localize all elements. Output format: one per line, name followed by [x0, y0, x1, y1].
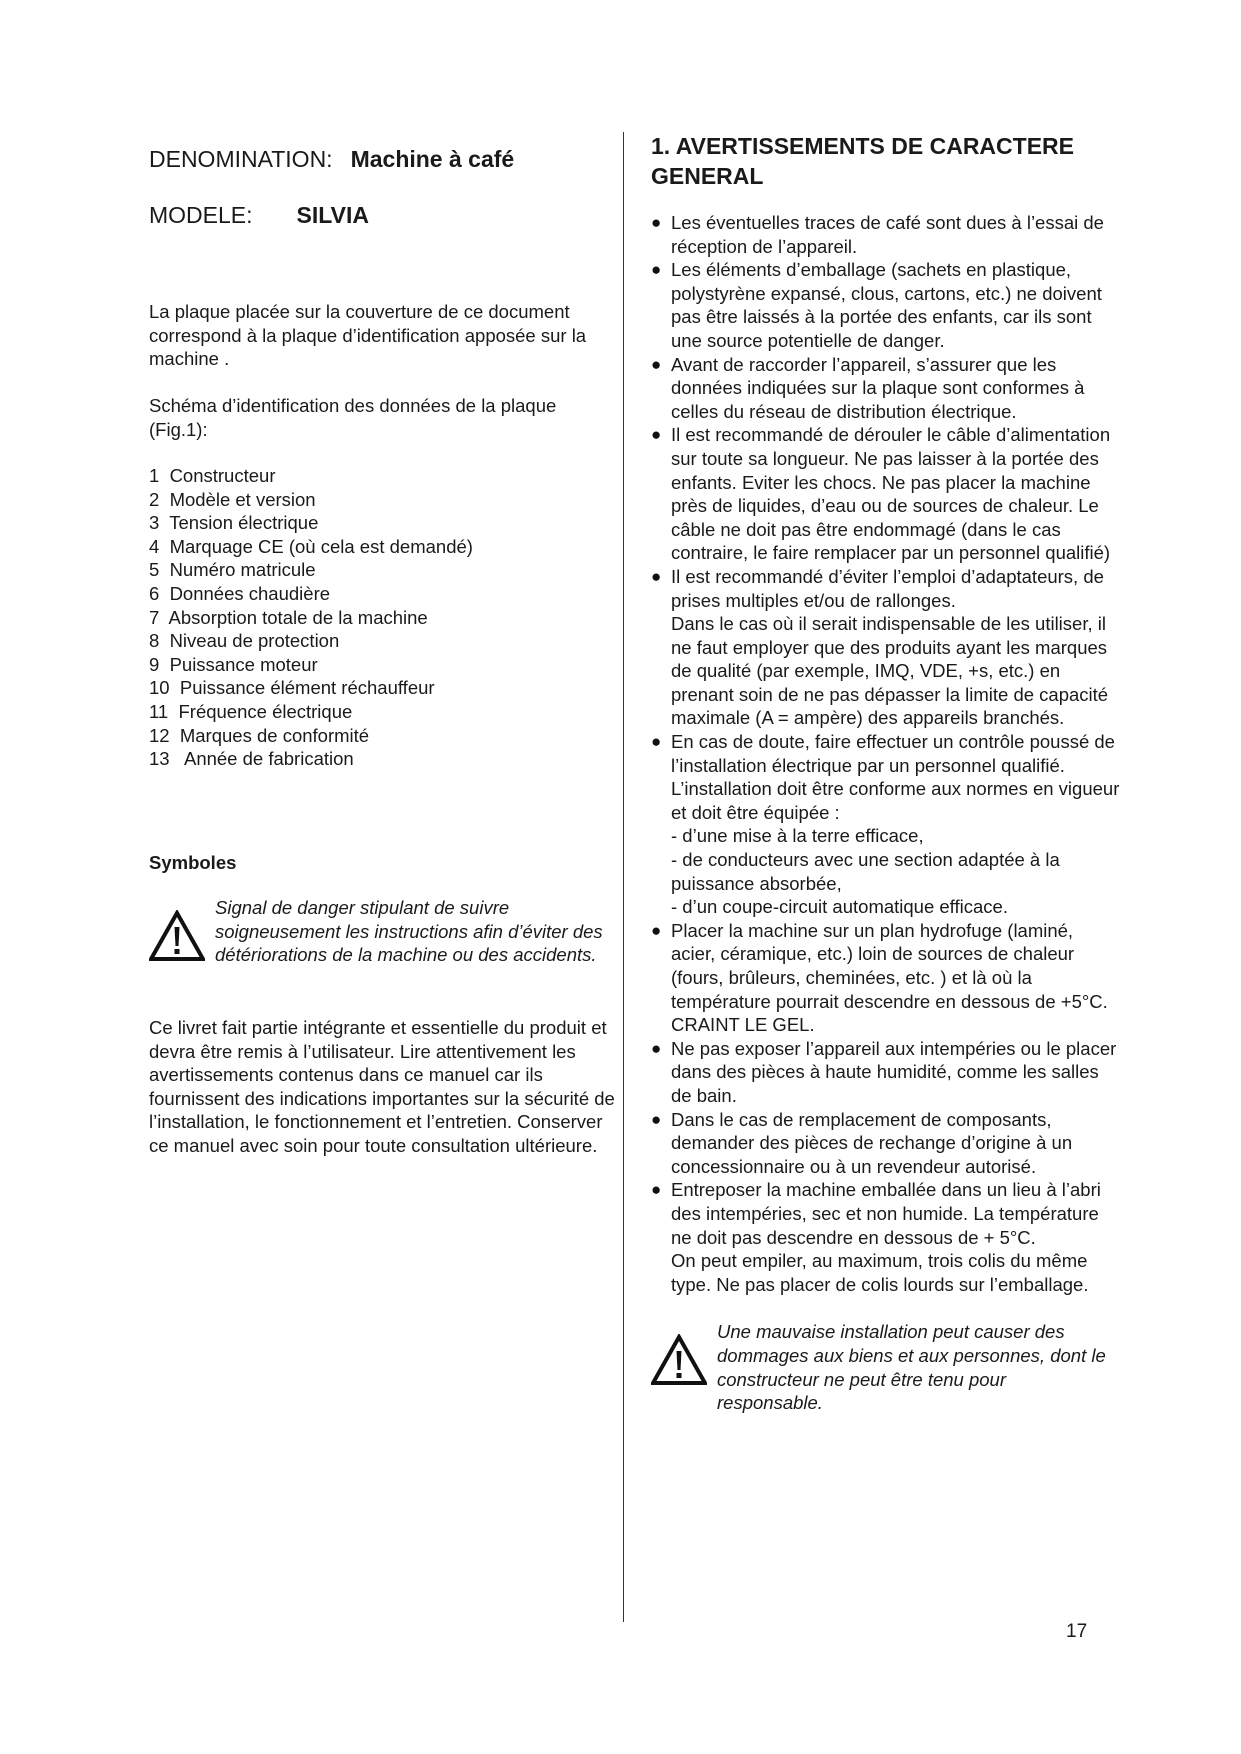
- bullet-extra-text: Dans le cas où il serait indispensable de les utiliser, il ne faut employer que des produits ayant les marques de qualité (par exemple, IMQ, VDE, +s, etc.) en prenant soin de ne pas dépasser la limite de capacité maximale (A = ampère) des appareils branchés.: [671, 613, 1109, 729]
- denomination-row: [149, 144, 514, 174]
- bullet-text: Il est recommandé d’éviter l’emploi d’adaptateurs, de prises multiples et/ou de rallonges.: [671, 565, 1104, 611]
- bullet-sub-item: - d’une mise à la terre efficace,: [671, 825, 924, 847]
- plaque-paragraph: La plaque placée sur la couverture de ce document correspond à la plaque d’identification apposée sur la machine .: [149, 301, 587, 370]
- list-item: [651, 730, 1121, 919]
- bullet-sub-item: - d’un coupe-circuit automatique efficace.: [671, 896, 1008, 918]
- bullet-text: En cas de doute, faire effectuer un contrôle poussé de l’installation électrique par un personnel qualifié. L’installation doit être conforme aux normes en vigueur et doit être équipée :: [671, 731, 1120, 823]
- model-row: [149, 200, 369, 230]
- model-value: SILVIA: [296, 202, 369, 228]
- denomination-value: Machine à café: [350, 146, 515, 172]
- warning-triangle-icon: [651, 1334, 707, 1386]
- warnings-list: [651, 211, 1121, 1296]
- bullet-text: Avant de raccorder l’appareil, s’assurer que les données indiquées sur la plaque sont conformes à celles du réseau de distribution électrique.: [671, 353, 1085, 422]
- section-title-line-2: GENERAL: [651, 163, 764, 189]
- bullet-extra-text: On peut empiler, au maximum, trois colis du même type. Ne pas placer de colis lourds sur l’emballage.: [671, 1250, 1089, 1295]
- bullet-text: Il est recommandé de dérouler le câble d’alimentation sur toute sa longueur. Ne pas laisser à la portée des enfants. Eviter les chocs. Ne pas placer la machine près de liquides, d’eau ou de sources de chaleur. Le câble ne doit pas être endommagé (dans le cas contraire, le faire remplacer par un personnel qualifié): [671, 424, 1111, 564]
- list-item: 11 Fréquence électrique: [149, 700, 353, 722]
- list-item: 12 Marques de conformité: [149, 724, 370, 746]
- bullet-sub-item: - de conducteurs avec une section adaptée à la puissance absorbée,: [671, 849, 1060, 894]
- list-item: [651, 1037, 1121, 1108]
- list-item: [651, 258, 1121, 352]
- warning-triangle-icon: [149, 910, 205, 962]
- list-item: [651, 211, 1121, 258]
- danger-symbol-block: [149, 896, 609, 967]
- denomination-label: DENOMINATION:: [149, 146, 333, 172]
- list-item: 5 Numéro matricule: [149, 559, 316, 581]
- section-title: [651, 131, 1121, 191]
- bullet-text: Les éventuelles traces de café sont dues à l’essai de réception de l’appareil.: [671, 212, 1104, 257]
- list-item: 13 Année de fabrication: [149, 748, 354, 770]
- list-item: 9 Puissance moteur: [149, 653, 318, 675]
- bullet-text: Entreposer la machine emballée dans un lieu à l’abri des intempéries, sec et non humide. La température ne doit pas descendre en dessous de + 5°C.: [671, 1179, 1101, 1248]
- manual-notice-paragraph: Ce livret fait partie intégrante et essentielle du produit et devra être remis à l’utilisateur. Lire attentivement les avertissements contenus dans ce manuel car ils fournissent des indications importantes sur la sécurité de l’installation, le fonctionnement et l’entretien. Conserver ce manuel avec soin pour toute consultation ultérieure.: [149, 1017, 615, 1156]
- bullet-text: Ne pas exposer l’appareil aux intempéries ou le placer dans des pièces à haute humidité, comme les salles de bain.: [671, 1037, 1117, 1106]
- list-item: [651, 423, 1121, 565]
- list-item: [651, 565, 1121, 730]
- list-item: 8 Niveau de protection: [149, 630, 340, 652]
- list-item: [651, 1108, 1121, 1179]
- list-item: 1 Constructeur: [149, 465, 276, 486]
- list-item: [651, 353, 1121, 424]
- schema-paragraph: Schéma d’identification des données de la plaque (Fig.1):: [149, 395, 557, 440]
- list-item: 4 Marquage CE (où cela est demandé): [149, 535, 473, 557]
- installation-warning-block: [651, 1320, 1111, 1414]
- installation-warning-text: Une mauvaise installation peut causer des dommages aux biens et aux personnes, dont le constructeur ne peut être tenu pour responsable.: [717, 1321, 1106, 1414]
- list-item: 3 Tension électrique: [149, 512, 319, 534]
- list-item: [651, 1178, 1121, 1296]
- column-divider: [623, 132, 624, 1622]
- bullet-text: Dans le cas de remplacement de composants, demander des pièces de rechange d’origine à un concessionnaire ou à un revendeur autorisé.: [671, 1108, 1073, 1177]
- bullet-text: Les éléments d’emballage (sachets en plastique, polystyrène expansé, clous, cartons, etc.) ne doivent pas être laissés à la portée des enfants, car ils sont une source potentielle de danger.: [671, 259, 1102, 351]
- page-number: 17: [1066, 1621, 1088, 1642]
- list-item: 7 Absorption totale de la machine: [149, 606, 428, 628]
- list-item: 6 Données chaudière: [149, 582, 331, 604]
- danger-symbol-description: Signal de danger stipulant de suivre soigneusement les instructions afin d’éviter des détériorations de la machine ou des accidents.: [215, 897, 603, 966]
- right-column: [651, 131, 1121, 1415]
- section-title-line-1: 1. AVERTISSEMENTS DE CARACTERE: [651, 133, 1074, 159]
- bullet-text: Placer la machine sur un plan hydrofuge (laminé, acier, céramique, etc.) loin de sources de chaleur (fours, brûleurs, cheminées, etc. ) et là où la température pourrait descendre en dessous de +5°C. CRAINT LE GEL.: [671, 919, 1108, 1036]
- list-item: 2 Modèle et version: [149, 488, 316, 510]
- list-item: 10 Puissance élément réchauffeur: [149, 677, 435, 699]
- plate-data-list: [149, 464, 473, 771]
- model-label: MODELE:: [149, 202, 253, 228]
- symbols-title: Symboles: [149, 852, 237, 873]
- list-item: [651, 919, 1121, 1037]
